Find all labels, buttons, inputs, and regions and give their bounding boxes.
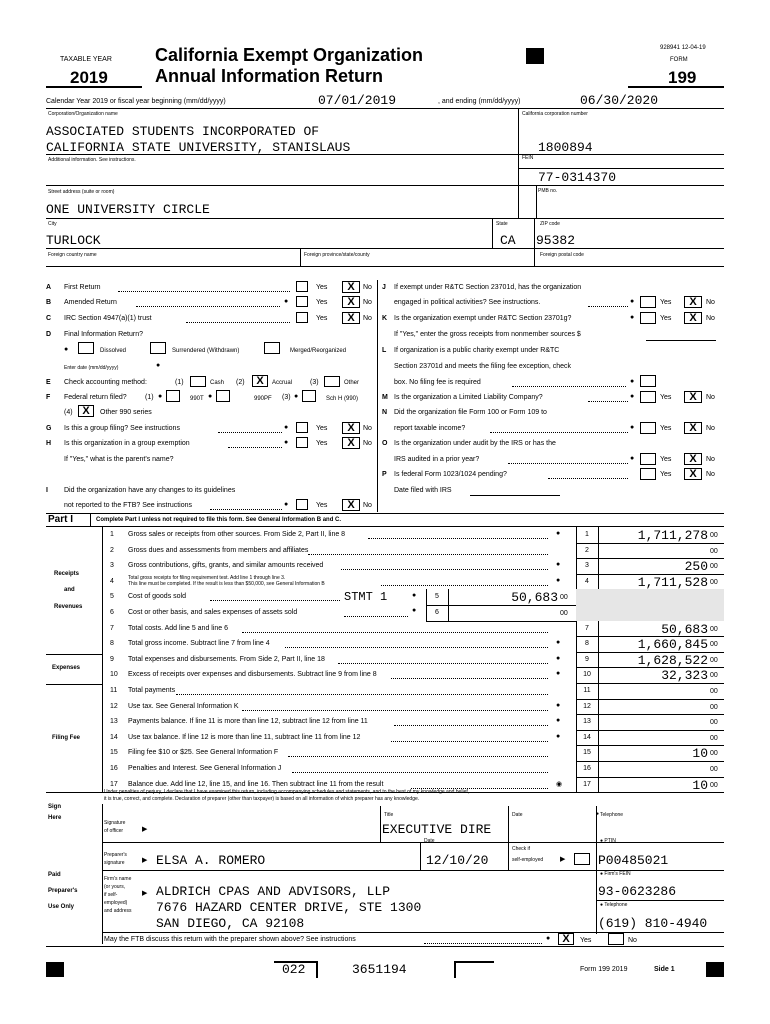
yes-label: Yes [316, 315, 328, 322]
ptin-label: PTIN [604, 838, 616, 844]
shaded-cell [576, 605, 724, 621]
q-n-no-checked[interactable]: X [684, 422, 702, 434]
tax-year: 2019 [70, 68, 108, 87]
other-990-label: Other 990 series [100, 409, 152, 416]
perjury-line-2: it is true, correct, and complete. Declaration of preparer (other than taxpayer) is based on all information of which preparer has any knowledge. [104, 796, 420, 802]
prep-sig-label: Preparer's [104, 852, 127, 858]
state[interactable]: CA [500, 233, 516, 248]
other-990-checked[interactable]: X [78, 405, 94, 417]
line-17-cents: 00 [710, 781, 718, 789]
990pf-label: 990PF [254, 396, 272, 402]
corner-marker [526, 48, 544, 64]
q-o-label-2: IRS audited in a prior year? [394, 456, 480, 463]
box-number-11: 11 [583, 687, 591, 694]
line-5-label: Cost of goods sold [128, 593, 186, 601]
line-number-6: 6 [110, 609, 114, 616]
box-number-7: 7 [585, 624, 589, 632]
discuss-yes-checked[interactable]: X [558, 933, 574, 945]
line-17-label: Balance due. Add line 12, line 15, and line 16. Then subtract line 11 from the result [128, 780, 384, 788]
corp-number[interactable]: 1800894 [538, 140, 593, 155]
firm-label-2: (or yours, [104, 884, 126, 890]
form-title-2: Annual Information Return [155, 66, 383, 86]
line-2-label: Gross dues and assessments from members and affiliates [128, 546, 309, 554]
period-begin[interactable]: 07/01/2019 [318, 93, 397, 108]
q-c-label: IRC Section 4947(a)(1) trust [64, 315, 152, 322]
receipts-section-label: Receipts [54, 571, 80, 577]
officer-label: of officer [104, 828, 124, 834]
line-1-label: Gross sales or receipts from other sources. From Side 2, Part II, line 8 [128, 531, 346, 538]
q-a-yes-box[interactable] [296, 281, 308, 292]
line-12-label: Use tax. See General Information K [128, 702, 239, 710]
f1: (1) [145, 394, 154, 401]
q-g-label: Is this a group filing? See instructions [64, 425, 180, 432]
and-section-label: and [64, 587, 75, 593]
box-number-4: 4 [585, 577, 589, 585]
line-16-label: Penalties and Interest. See General Information J [128, 765, 282, 772]
box-number-13: 13 [583, 718, 591, 726]
form-label: FORM [670, 57, 688, 63]
e3: (3) [310, 379, 319, 386]
accrual-label: Accrual [272, 380, 293, 386]
q-i-label: Did the organization have any changes to its guidelines [64, 487, 236, 494]
no-label: No [363, 284, 372, 291]
discuss-no-box[interactable] [608, 933, 624, 945]
prep-date-label: Date [424, 838, 435, 844]
firm-label-3: if self- [104, 892, 118, 898]
q-b-yes-box[interactable] [296, 296, 308, 307]
f4: (4) [64, 409, 73, 416]
box-number-8: 8 [585, 640, 589, 648]
country-label: Foreign country name [48, 252, 97, 258]
sig-label: Signature [104, 820, 126, 826]
no-label: No [363, 425, 372, 432]
ptin[interactable]: P00485021 [598, 853, 669, 868]
revenues-section-label: Revenues [54, 604, 83, 610]
line-number-1: 1 [110, 531, 114, 538]
fein-label: FEIN [522, 155, 534, 161]
q-m-yes-box[interactable] [640, 391, 656, 403]
sch-h-label: Sch H (990) [326, 396, 359, 402]
q-i-yes-box[interactable] [296, 499, 308, 510]
q-h-no-checked[interactable]: X [342, 437, 360, 449]
q-k-label: Is the organization exempt under R&TC Section 23701g? [394, 315, 572, 322]
line-5-cents: 00 [560, 594, 568, 602]
self-employed-label: self-employed [512, 857, 544, 863]
firm-address-2[interactable]: SAN DIEGO, CA 92108 [156, 916, 305, 931]
line-14-cents: 00 [710, 734, 718, 742]
q-h-label: Is this organization in a group exemption [64, 440, 190, 447]
no-label: No [706, 456, 715, 463]
fein[interactable]: 77-0314370 [538, 170, 617, 185]
line-9-cents: 00 [710, 656, 718, 664]
city[interactable]: TURLOCK [46, 233, 101, 248]
line-10-amount[interactable]: 32,323 [661, 668, 708, 684]
q-k-no-checked[interactable]: X [684, 312, 702, 324]
q-o-label: Is the organization under audit by the IRS or has the [394, 440, 556, 447]
line-number-5: 5 [110, 593, 114, 601]
q-a-label: First Return [64, 284, 101, 291]
enter-date-label: Enter date (mm/dd/yyyy) [64, 365, 119, 371]
q-b-label: Amended Return [64, 299, 117, 306]
yes-label: Yes [316, 425, 328, 432]
box-number-10: 10 [583, 671, 591, 679]
line-9-amount[interactable]: 1,628,522 [637, 652, 708, 668]
q-j-yes-box[interactable] [640, 296, 656, 308]
expenses-section-label: Expenses [52, 665, 81, 671]
merged-label: Merged/Reorganized [290, 348, 347, 354]
footer-form: Form 199 2019 [580, 966, 628, 973]
footer-marker-right [706, 962, 724, 977]
990pf-box[interactable] [216, 390, 230, 402]
postal-label: Foreign postal code [540, 252, 584, 258]
q-c-no-checked[interactable]: X [342, 312, 360, 324]
e2: (2) [236, 379, 245, 386]
yes-label: Yes [316, 299, 328, 306]
sch-h-box[interactable] [302, 390, 316, 402]
dissolved-label: Dissolved [100, 348, 127, 354]
here-label: Here [48, 815, 62, 821]
q-o-no-checked[interactable]: X [684, 453, 702, 465]
line-9-label: Total expenses and disbursements. From Side 2, Part II, line 18 [128, 655, 325, 663]
line-number-11: 11 [110, 687, 118, 694]
line-number-13: 13 [110, 718, 118, 726]
no-label: No [706, 315, 715, 322]
yes-label: Yes [660, 315, 672, 322]
no-label: No [363, 315, 372, 322]
corp-num-label: California corporation number [522, 111, 588, 117]
q-d-label: Final Information Return? [64, 331, 143, 338]
q-l-box[interactable] [640, 375, 656, 387]
firm-name-label: Firm's name [104, 876, 132, 882]
line-12-cents: 00 [710, 703, 718, 711]
q-g-no-checked[interactable]: X [342, 422, 360, 434]
q-i-label-2: not reported to the FTB? See instructions [64, 502, 193, 509]
sign-tel-label: Telephone [600, 812, 624, 818]
no-label: No [706, 425, 715, 432]
firm-phone[interactable]: (619) 810-4940 [598, 916, 708, 931]
check-if-label: Check if [512, 846, 531, 852]
q-j-label: If exempt under R&TC Section 23701d, has the organization [394, 284, 582, 291]
box-number-12: 12 [583, 702, 591, 710]
q-b-no-checked[interactable]: X [342, 296, 360, 308]
line-3-amount[interactable]: 250 [684, 559, 708, 575]
q-p-date-label: Date filed with IRS [394, 487, 452, 494]
line-11-label: Total payments [128, 687, 176, 694]
line-15-amount[interactable]: 10 [692, 746, 708, 762]
e1: (1) [175, 379, 184, 386]
line-number-17: 17 [110, 780, 118, 788]
q-l-label: If organization is a public charity exempt under R&TC [394, 347, 560, 354]
sign-date-label: Date [512, 812, 523, 818]
q-h-yes-box[interactable] [296, 437, 308, 448]
province-label: Foreign province/state/county [304, 252, 370, 258]
discuss-no-label: No [628, 937, 637, 944]
line-number-7: 7 [110, 624, 114, 632]
q-l-label-2: Section 23701d and meets the filing fee exception, check [394, 363, 572, 370]
q-n-label-2: report taxable income? [394, 425, 466, 432]
no-label: No [706, 299, 715, 306]
q-p-label: Is federal Form 1023/1024 pending? [394, 471, 507, 478]
no-label: No [363, 502, 372, 509]
box-number-14: 14 [583, 733, 591, 741]
line-number-4: 4 [110, 577, 114, 585]
yes-label: Yes [660, 425, 672, 432]
cash-box[interactable] [190, 376, 206, 387]
line-10-cents: 00 [710, 672, 718, 680]
line-number-8: 8 [110, 640, 114, 648]
line-8-amount[interactable]: 1,660,845 [637, 637, 708, 653]
q-h-parent: If "Yes," what is the parent's name? [64, 456, 174, 463]
line-3-label: Gross contributions, gifts, grants, and similar amounts received [128, 562, 324, 570]
filing-fee-section-label: Filing Fee [52, 735, 81, 741]
line-15-cents: 00 [710, 750, 718, 758]
no-label: No [363, 440, 372, 447]
other-label: Other [344, 380, 360, 386]
line-13-label: Payments balance. If line 11 is more than line 12, subtract line 12 from line 11 [128, 718, 368, 726]
period-ending-label: , and ending (mm/dd/yyyy) [438, 98, 521, 105]
line-number-16: 16 [110, 765, 118, 772]
line-number-2: 2 [110, 546, 114, 554]
firm-address-1[interactable]: 7676 HAZARD CENTER DRIVE, STE 1300 [156, 900, 422, 915]
firm-tel-label: Telephone [604, 902, 628, 908]
q-m-label: Is the organization a Limited Liability Company? [394, 394, 543, 401]
box-number-17: 17 [583, 780, 591, 788]
q-g-yes-box[interactable] [296, 422, 308, 433]
footer-marker-left [46, 962, 64, 977]
q-k-yes-box[interactable] [640, 312, 656, 324]
line-15-label: Filing fee $10 or $25. See General Information F [128, 749, 279, 757]
part-1-label: Part I [48, 514, 74, 525]
yes-label: Yes [316, 284, 328, 291]
yes-label: Yes [316, 502, 328, 509]
line-13-cents: 00 [710, 719, 718, 727]
line-16-cents: 00 [710, 766, 718, 773]
preparer-name[interactable]: ELSA A. ROMERO [156, 853, 266, 868]
line-7-cents: 00 [710, 625, 718, 633]
q-n-label: Did the organization file Form 100 or Form 109 to [394, 409, 547, 416]
other-box[interactable] [324, 376, 340, 387]
q-a-no-checked[interactable]: X [342, 281, 360, 293]
line-17-amount[interactable]: 10 [692, 777, 708, 793]
line-number-14: 14 [110, 733, 118, 741]
box-number-9: 9 [585, 655, 589, 663]
no-label: No [706, 394, 715, 401]
line-4-amount[interactable]: 1,711,528 [637, 574, 708, 590]
q-o-yes-box[interactable] [640, 453, 656, 465]
q-l-label-3: box. No filing fee is required [394, 379, 481, 386]
line-4-label: Total gross receipts for filing requirement test. Add line 1 through line 3. [128, 574, 286, 581]
q-c-yes-box[interactable] [296, 312, 308, 323]
period-end[interactable]: 06/30/2020 [580, 93, 659, 108]
shaded-cell [576, 589, 724, 605]
box-number-15: 15 [583, 749, 591, 757]
use-only-label: Use Only [48, 904, 75, 910]
dissolved-box[interactable] [78, 342, 94, 354]
q-j-label-2: engaged in political activities? See instructions. [394, 299, 541, 306]
firm-label-5: and address [104, 908, 132, 914]
q-f-label: Federal return filed? [64, 394, 127, 401]
box-number-1: 1 [585, 531, 589, 538]
line-number-10: 10 [110, 671, 118, 679]
line-10-label: Excess of receipts over expenses and disbursements. Subtract line 9 from line 8 [128, 671, 377, 679]
city-label: City [48, 221, 57, 227]
q-e-label: Check accounting method: [64, 379, 147, 386]
box-number-6: 6 [435, 609, 439, 616]
f3: (3) [282, 394, 291, 401]
line-7-amount[interactable]: 50,683 [661, 621, 708, 637]
firm-name[interactable]: ALDRICH CPAS AND ADVISORS, LLP [156, 884, 391, 899]
line-3-cents: 00 [710, 563, 718, 571]
form-code: 928941 12-04-19 [660, 45, 706, 51]
990t-box[interactable] [166, 390, 180, 402]
title-label: Title [384, 812, 394, 818]
box-number-16: 16 [583, 765, 591, 772]
accrual-checked[interactable]: X [252, 375, 268, 387]
q-j-no-checked[interactable]: X [684, 296, 702, 308]
yes-label: Yes [660, 456, 672, 463]
line-5-amount[interactable]: 50,683 [511, 590, 558, 606]
officer-title[interactable]: EXECUTIVE DIRE [382, 822, 492, 837]
box-number-5: 5 [435, 593, 439, 601]
addl-info-label: Additional information. See instructions. [48, 157, 136, 163]
990t-label: 990T [190, 396, 204, 402]
street-label: Street address (suite or room) [48, 189, 115, 195]
footer-code-1: 022 [282, 962, 306, 977]
part-1-title: Complete Part I unless not required to file this form. See General Information B and C. [96, 517, 342, 523]
line-2-cents: 00 [710, 547, 718, 555]
q-k-label-2: If "Yes," enter the gross receipts from nonmember sources $ [394, 331, 581, 338]
org-name-label: Corporation/Organization name [48, 111, 118, 117]
pmb-label: PMB no. [538, 188, 558, 194]
line-8-label: Total gross income. Subtract line 7 from line 4 [128, 640, 270, 648]
footer-code-2: 3651194 [352, 962, 407, 977]
firm-fein[interactable]: 93-0623286 [598, 884, 677, 899]
surrendered-box[interactable] [150, 342, 166, 354]
preparers-label: Preparer's [48, 888, 78, 894]
merged-box[interactable] [264, 342, 280, 354]
line-number-12: 12 [110, 702, 118, 710]
yes-label: Yes [660, 471, 672, 478]
zip[interactable]: 95382 [536, 233, 576, 248]
box-number-3: 3 [585, 562, 589, 570]
line-1-cents: 00 [710, 532, 718, 539]
line-11-cents: 00 [710, 688, 718, 695]
street-address[interactable]: ONE UNIVERSITY CIRCLE [46, 202, 210, 217]
line-number-15: 15 [110, 749, 118, 757]
period-label: Calendar Year 2019 or fiscal year beginning (mm/dd/yyyy) [46, 98, 226, 105]
form-title-1: California Exempt Organization [155, 45, 424, 65]
q-m-no-checked[interactable]: X [684, 391, 702, 403]
prep-date[interactable]: 12/10/20 [426, 853, 489, 868]
footer-side: Side 1 [654, 966, 675, 973]
stmt-ref[interactable]: STMT 1 [344, 590, 388, 604]
q-p-no-checked[interactable]: X [684, 468, 702, 480]
prep-sig-label-2: signature [104, 860, 125, 866]
line-4-cents: 00 [710, 578, 718, 586]
no-label: No [706, 471, 715, 478]
line-8-cents: 00 [710, 641, 718, 649]
org-name-line-1[interactable]: ASSOCIATED STUDENTS INCORPORATED OF [46, 124, 320, 139]
taxable-year-label: TAXABLE YEAR [60, 56, 112, 63]
line-1-amount[interactable]: 1,711,278 [637, 528, 708, 543]
no-label: No [363, 299, 372, 306]
box-number-2: 2 [585, 546, 589, 554]
firm-label-4: employed) [104, 900, 128, 906]
yes-label: Yes [316, 440, 328, 447]
firm-fein-label: Firm's FEIN [604, 871, 631, 877]
discuss-yes-label: Yes [580, 937, 592, 944]
line-14-label: Use tax balance. If line 12 is more than line 11, subtract line 11 from line 12 [128, 733, 361, 741]
paid-label: Paid [48, 872, 61, 878]
perjury-line-1: Under penalties of perjury, I declare that I have examined this return, including accompanying schedules and statements, and to the best of my knowledge and belief, [104, 789, 470, 795]
sign-label: Sign [48, 804, 61, 810]
cash-label: Cash [210, 380, 225, 386]
line-number-9: 9 [110, 655, 114, 663]
line-6-cents: 00 [560, 610, 568, 617]
self-employed-box[interactable] [574, 853, 590, 865]
line-4-label-2: This line must be completed. If the result is less than $50,000, see General Information B [128, 580, 325, 587]
yes-label: Yes [660, 394, 672, 401]
q-n-yes-box[interactable] [640, 422, 656, 434]
discuss-question: May the FTB discuss this return with the preparer shown above? See instructions [104, 936, 356, 943]
zip-label: ZIP code [540, 221, 560, 227]
line-6-label: Cost or other basis, and sales expenses of assets sold [128, 609, 298, 616]
state-label: State [496, 221, 508, 227]
yes-label: Yes [660, 299, 672, 306]
line-number-3: 3 [110, 562, 114, 570]
q-i-no-checked[interactable]: X [342, 499, 360, 511]
surrendered-label: Surrendered (Withdrawn) [172, 348, 240, 354]
q-p-yes-box[interactable] [640, 468, 656, 480]
form-number: 199 [668, 68, 697, 87]
org-name-line-2[interactable]: CALIFORNIA STATE UNIVERSITY, STANISLAUS [46, 140, 351, 155]
line-7-label: Total costs. Add line 5 and line 6 [128, 624, 229, 632]
